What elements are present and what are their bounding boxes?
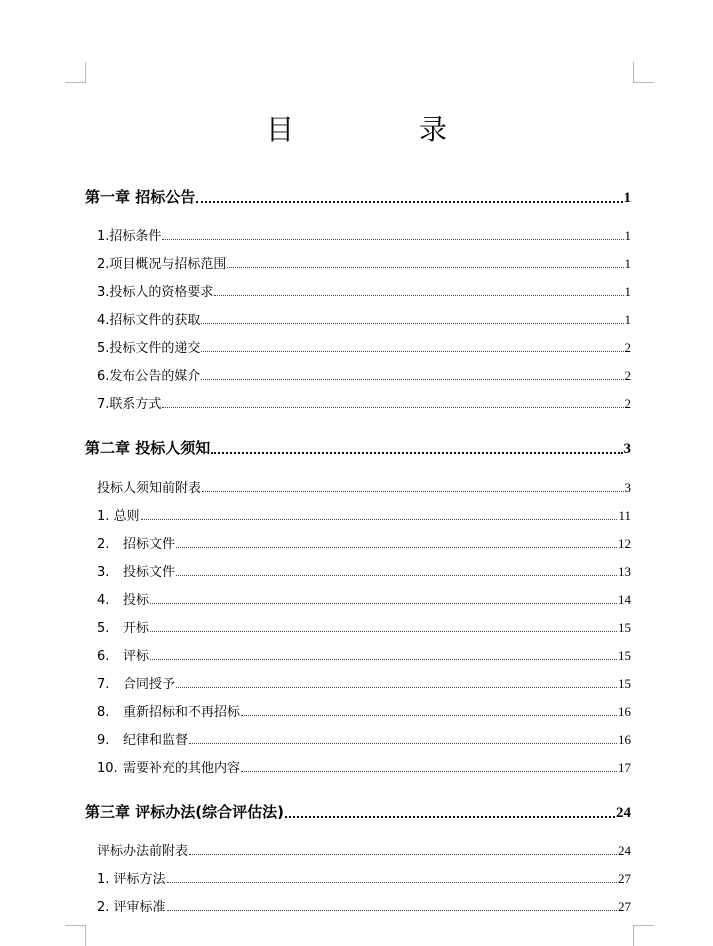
- entry-label: [97, 645, 149, 664]
- dot-leader: [241, 714, 617, 716]
- toc-entry[interactable]: [97, 673, 631, 692]
- entry-label: 2. 评审标准: [97, 900, 166, 915]
- entry-label: [97, 589, 149, 608]
- page-number: 2: [624, 368, 631, 383]
- page-corner-mark: [633, 925, 654, 946]
- entry-label: 6.发布公告的媒介: [97, 369, 201, 384]
- page-number: 1: [623, 190, 631, 206]
- entry-label: 1.招标条件: [97, 229, 162, 244]
- dot-leader: [162, 406, 623, 408]
- entry-label: 7.联系方式: [97, 397, 162, 412]
- dot-leader: [196, 200, 622, 203]
- dot-leader: [141, 518, 618, 520]
- dot-leader: [211, 451, 622, 454]
- toc-entry[interactable]: [97, 757, 631, 776]
- dot-leader: [150, 630, 617, 632]
- toc-chapter-entry[interactable]: [85, 801, 631, 822]
- entry-number: 6.: [97, 649, 110, 664]
- entry-label: [97, 701, 240, 720]
- toc-entry[interactable]: [97, 253, 631, 272]
- page-number: 27: [618, 899, 631, 914]
- toc-entry[interactable]: [97, 505, 631, 524]
- entry-label: [97, 757, 240, 776]
- entry-text: 投标: [123, 593, 150, 608]
- page-number: 27: [618, 871, 631, 886]
- toc-entry[interactable]: [97, 393, 631, 412]
- page-number: 15: [618, 676, 631, 691]
- toc-chapter-entry[interactable]: [85, 186, 631, 207]
- dot-leader: [162, 238, 623, 240]
- page-number: 2: [624, 396, 631, 411]
- toc-entry[interactable]: [97, 840, 631, 859]
- toc-entry[interactable]: [97, 645, 631, 664]
- entry-label: 1. 评标方法: [97, 872, 166, 887]
- page-number: 15: [618, 620, 631, 635]
- page-corner-mark: [65, 925, 86, 946]
- toc-entry[interactable]: [97, 309, 631, 328]
- entry-label: 投标人须知前附表: [97, 481, 202, 496]
- dot-leader: [285, 815, 615, 818]
- toc-entry[interactable]: [97, 729, 631, 748]
- toc-entry[interactable]: [97, 896, 631, 915]
- entry-text: 需要补充的其他内容: [123, 761, 241, 776]
- entry-number: 10.: [97, 761, 118, 776]
- dot-leader: [201, 378, 623, 380]
- toc-entry[interactable]: [97, 589, 631, 608]
- toc-entry[interactable]: [97, 868, 631, 887]
- entry-label: [97, 729, 188, 748]
- toc-entry[interactable]: [97, 477, 631, 496]
- dot-leader: [176, 546, 617, 548]
- page-number: 16: [618, 732, 631, 747]
- page-number: 3: [624, 480, 631, 495]
- dot-leader: [227, 266, 623, 268]
- entry-label: 2.项目概况与招标范围: [97, 257, 227, 272]
- toc-entry[interactable]: [97, 701, 631, 720]
- page-number: 17: [618, 760, 631, 775]
- dot-leader: [202, 490, 623, 492]
- page-number: 24: [616, 805, 631, 821]
- page-number: 3: [623, 441, 631, 457]
- entry-text: 纪律和监督: [123, 733, 189, 748]
- entry-label: 5.投标文件的递交: [97, 341, 201, 356]
- dot-leader: [201, 322, 623, 324]
- page-corner-mark: [65, 62, 86, 83]
- entry-text: 投标文件: [123, 565, 176, 580]
- page-number: 14: [618, 592, 631, 607]
- page-number: 1: [624, 284, 631, 299]
- dot-leader: [150, 658, 617, 660]
- entry-label: 3.投标人的资格要求: [97, 285, 214, 300]
- entry-label: 1. 总则: [97, 509, 140, 524]
- entry-label: [97, 561, 175, 580]
- page-number: 24: [618, 843, 631, 858]
- page-corner-mark: [633, 62, 654, 83]
- toc-chapter-entry[interactable]: [85, 437, 631, 458]
- page-number: 1: [624, 256, 631, 271]
- toc-entry[interactable]: [97, 533, 631, 552]
- dot-leader: [167, 881, 617, 883]
- dot-leader: [189, 742, 617, 744]
- entry-text: 评标: [123, 649, 150, 664]
- chapter-label: 第二章 投标人须知: [85, 439, 211, 457]
- entry-label: 4.招标文件的获取: [97, 313, 201, 328]
- toc-entry[interactable]: [97, 617, 631, 636]
- page-number: 13: [618, 564, 631, 579]
- dot-leader: [167, 909, 617, 911]
- page-number: 15: [618, 648, 631, 663]
- page-number: 16: [618, 704, 631, 719]
- dot-leader: [176, 686, 617, 688]
- page-number: 1: [624, 312, 631, 327]
- page-number: 12: [618, 536, 631, 551]
- entry-text: 招标文件: [123, 537, 176, 552]
- page-number: 2: [624, 340, 631, 355]
- entry-number: 7.: [97, 677, 110, 692]
- entry-label: [97, 673, 175, 692]
- entry-label: 评标办法前附表: [97, 844, 189, 859]
- entry-text: 重新招标和不再招标: [123, 705, 241, 720]
- dot-leader: [201, 350, 623, 352]
- chapter-label: 第三章 评标办法(综合评估法): [85, 803, 284, 821]
- entry-label: [97, 617, 149, 636]
- entry-number: 3.: [97, 565, 110, 580]
- entry-number: 2.: [97, 537, 110, 552]
- dot-leader: [176, 574, 617, 576]
- toc-entry[interactable]: [97, 337, 631, 356]
- entry-number: 5.: [97, 621, 110, 636]
- dot-leader: [214, 294, 623, 296]
- toc-entry[interactable]: [97, 365, 631, 384]
- dot-leader: [189, 853, 617, 855]
- entry-number: 8.: [97, 705, 110, 720]
- entry-number: 4.: [97, 593, 110, 608]
- page-number: 11: [618, 508, 631, 523]
- entry-text: 开标: [123, 621, 150, 636]
- toc-entry[interactable]: [97, 281, 631, 300]
- dot-leader: [241, 770, 617, 772]
- dot-leader: [150, 602, 617, 604]
- entry-number: 9.: [97, 733, 110, 748]
- entry-text: 合同授予: [123, 677, 176, 692]
- chapter-label: 第一章 招标公告: [85, 188, 196, 206]
- toc-title: 目 录: [266, 113, 505, 146]
- toc-entry[interactable]: [97, 225, 631, 244]
- toc-entry[interactable]: [97, 561, 631, 580]
- page-number: 1: [624, 228, 631, 243]
- entry-label: [97, 533, 175, 552]
